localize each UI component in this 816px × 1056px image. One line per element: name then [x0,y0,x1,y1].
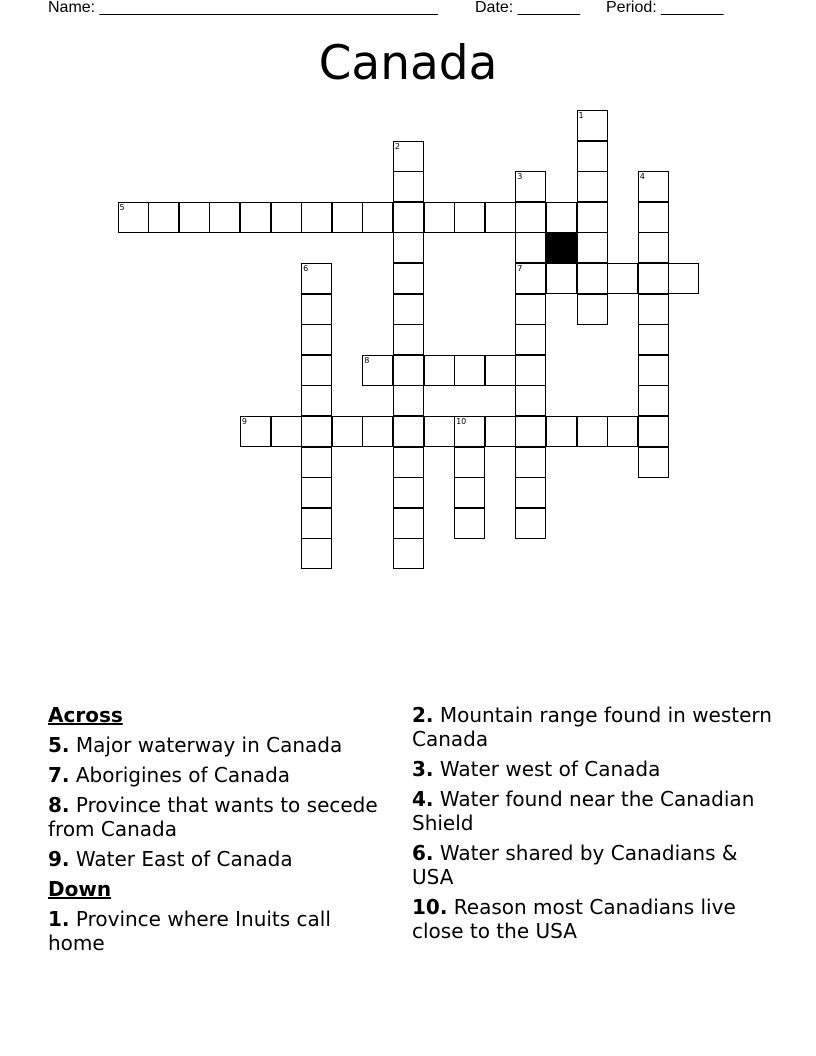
grid-cell[interactable] [301,416,332,447]
grid-cell[interactable] [638,202,669,233]
grid-cell[interactable] [515,416,546,447]
black-grid-cell [546,232,577,263]
grid-cell[interactable] [515,508,546,539]
clue-number: 3 [517,172,523,182]
grid-cell[interactable] [240,202,271,233]
clue-number: 7 [517,264,523,273]
clue-down-1: 1. Province where Inuits call home [48,907,331,955]
grid-cell[interactable] [577,202,608,233]
grid-cell[interactable] [454,508,485,539]
grid-cell[interactable] [546,263,577,294]
grid-cell[interactable] [454,355,485,386]
clue-number: 4 [639,172,645,182]
grid-cell[interactable] [118,202,149,233]
grid-cell[interactable] [515,294,546,325]
clue-across-9: 9. Water East of Canada [48,847,293,871]
clue-number: 1 [578,111,584,120]
grid-cell[interactable] [485,202,516,233]
grid-cell[interactable] [638,263,669,294]
clue-down-3: 3. Water west of Canada [412,757,661,781]
grid-cell[interactable] [638,324,669,355]
grid-cell[interactable] [393,202,424,233]
grid-cell[interactable] [301,447,332,478]
grid-cell[interactable] [393,538,424,569]
grid-cell[interactable] [393,508,424,539]
across-heading: Across [48,703,123,727]
grid-cell[interactable] [485,416,516,447]
grid-cell[interactable] [515,263,546,294]
grid-cell[interactable] [393,477,424,508]
grid-cell[interactable] [515,324,546,355]
grid-cell[interactable] [301,385,332,416]
grid-cell[interactable] [577,294,608,325]
grid-cell[interactable] [301,202,332,233]
grid-cell[interactable] [301,294,332,325]
grid-cell[interactable] [515,171,546,202]
clue-down-2: 2. Mountain range found in western Canada [412,703,772,751]
grid-cell[interactable] [240,416,271,447]
grid-cell[interactable] [393,232,424,263]
down-heading: Down [48,877,112,901]
grid-cell[interactable] [424,416,455,447]
grid-cell[interactable] [424,202,455,233]
grid-cell[interactable] [546,202,577,233]
clue-number: 5 [119,202,125,212]
grid-cell[interactable] [301,477,332,508]
grid-cell[interactable] [577,232,608,263]
grid-cell[interactable] [607,416,638,447]
grid-cell[interactable] [301,355,332,386]
grid-cell[interactable] [577,416,608,447]
grid-cell[interactable] [332,202,363,233]
grid-cell[interactable] [515,355,546,386]
grid-cell[interactable] [393,141,424,172]
grid-cell[interactable] [393,355,424,386]
page-title: Canada [318,36,498,91]
clue-number: 8 [364,355,370,365]
grid-cell[interactable] [515,447,546,478]
clue-number: 6 [303,264,309,273]
clue-number: 10 [456,417,467,426]
period-field-label[interactable]: Period: _______ [606,0,724,16]
grid-cell[interactable] [454,202,485,233]
grid-cell[interactable] [515,385,546,416]
grid-cell[interactable] [454,447,485,478]
grid-cell[interactable] [638,294,669,325]
grid-cell[interactable] [638,416,669,447]
clue-down-10: 10. Reason most Canadians live close to the USA [412,895,736,943]
grid-cell[interactable] [393,171,424,202]
grid-cell[interactable] [362,416,393,447]
clue-number: 9 [241,417,247,426]
date-field-label[interactable]: Date: _______ [475,0,580,16]
grid-cell[interactable] [424,355,455,386]
grid-cell[interactable] [179,202,210,233]
grid-cell[interactable] [668,263,699,294]
grid-cell[interactable] [301,538,332,569]
grid-cell[interactable] [393,416,424,447]
grid-cell[interactable] [607,263,638,294]
grid-cell[interactable] [332,416,363,447]
grid-cell[interactable] [485,355,516,386]
clues-column-left [48,703,388,961]
grid-cell[interactable] [638,171,669,202]
grid-cell[interactable] [577,171,608,202]
grid-cell[interactable] [301,324,332,355]
grid-cell[interactable] [271,202,302,233]
name-field-label[interactable]: Name: ______________________________________ [48,0,438,16]
grid-cell[interactable] [454,477,485,508]
grid-cell[interactable] [393,324,424,355]
grid-cell[interactable] [577,141,608,172]
grid-cell[interactable] [577,110,608,141]
grid-cell[interactable] [301,263,332,294]
clue-down-6: 6. Water shared by Canadians & USA [412,841,738,889]
grid-cell[interactable] [393,263,424,294]
clue-across-8: 8. Province that wants to secede from Canada [48,793,378,841]
grid-cell[interactable] [362,355,393,386]
grid-cell[interactable] [638,355,669,386]
grid-cell[interactable] [515,477,546,508]
grid-cell[interactable] [638,232,669,263]
grid-cell[interactable] [271,416,302,447]
grid-cell[interactable] [454,416,485,447]
grid-cell[interactable] [393,385,424,416]
clue-across-5: 5. Major waterway in Canada [48,733,343,757]
grid-cell[interactable] [148,202,179,233]
clue-number: 2 [394,141,400,151]
grid-cell[interactable] [638,385,669,416]
clue-across-7: 7. Aborigines of Canada [48,763,291,787]
grid-cell[interactable] [362,202,393,233]
grid-cell[interactable] [638,447,669,478]
grid-cell[interactable] [301,508,332,539]
grid-cell[interactable] [515,202,546,233]
clues-column-right [412,703,772,949]
clue-down-4: 4. Water found near the Canadian Shield [412,787,755,835]
grid-cell[interactable] [515,232,546,263]
grid-cell[interactable] [393,447,424,478]
grid-cell[interactable] [393,294,424,325]
grid-cell[interactable] [546,416,577,447]
grid-cell[interactable] [209,202,240,233]
grid-cell[interactable] [577,263,608,294]
